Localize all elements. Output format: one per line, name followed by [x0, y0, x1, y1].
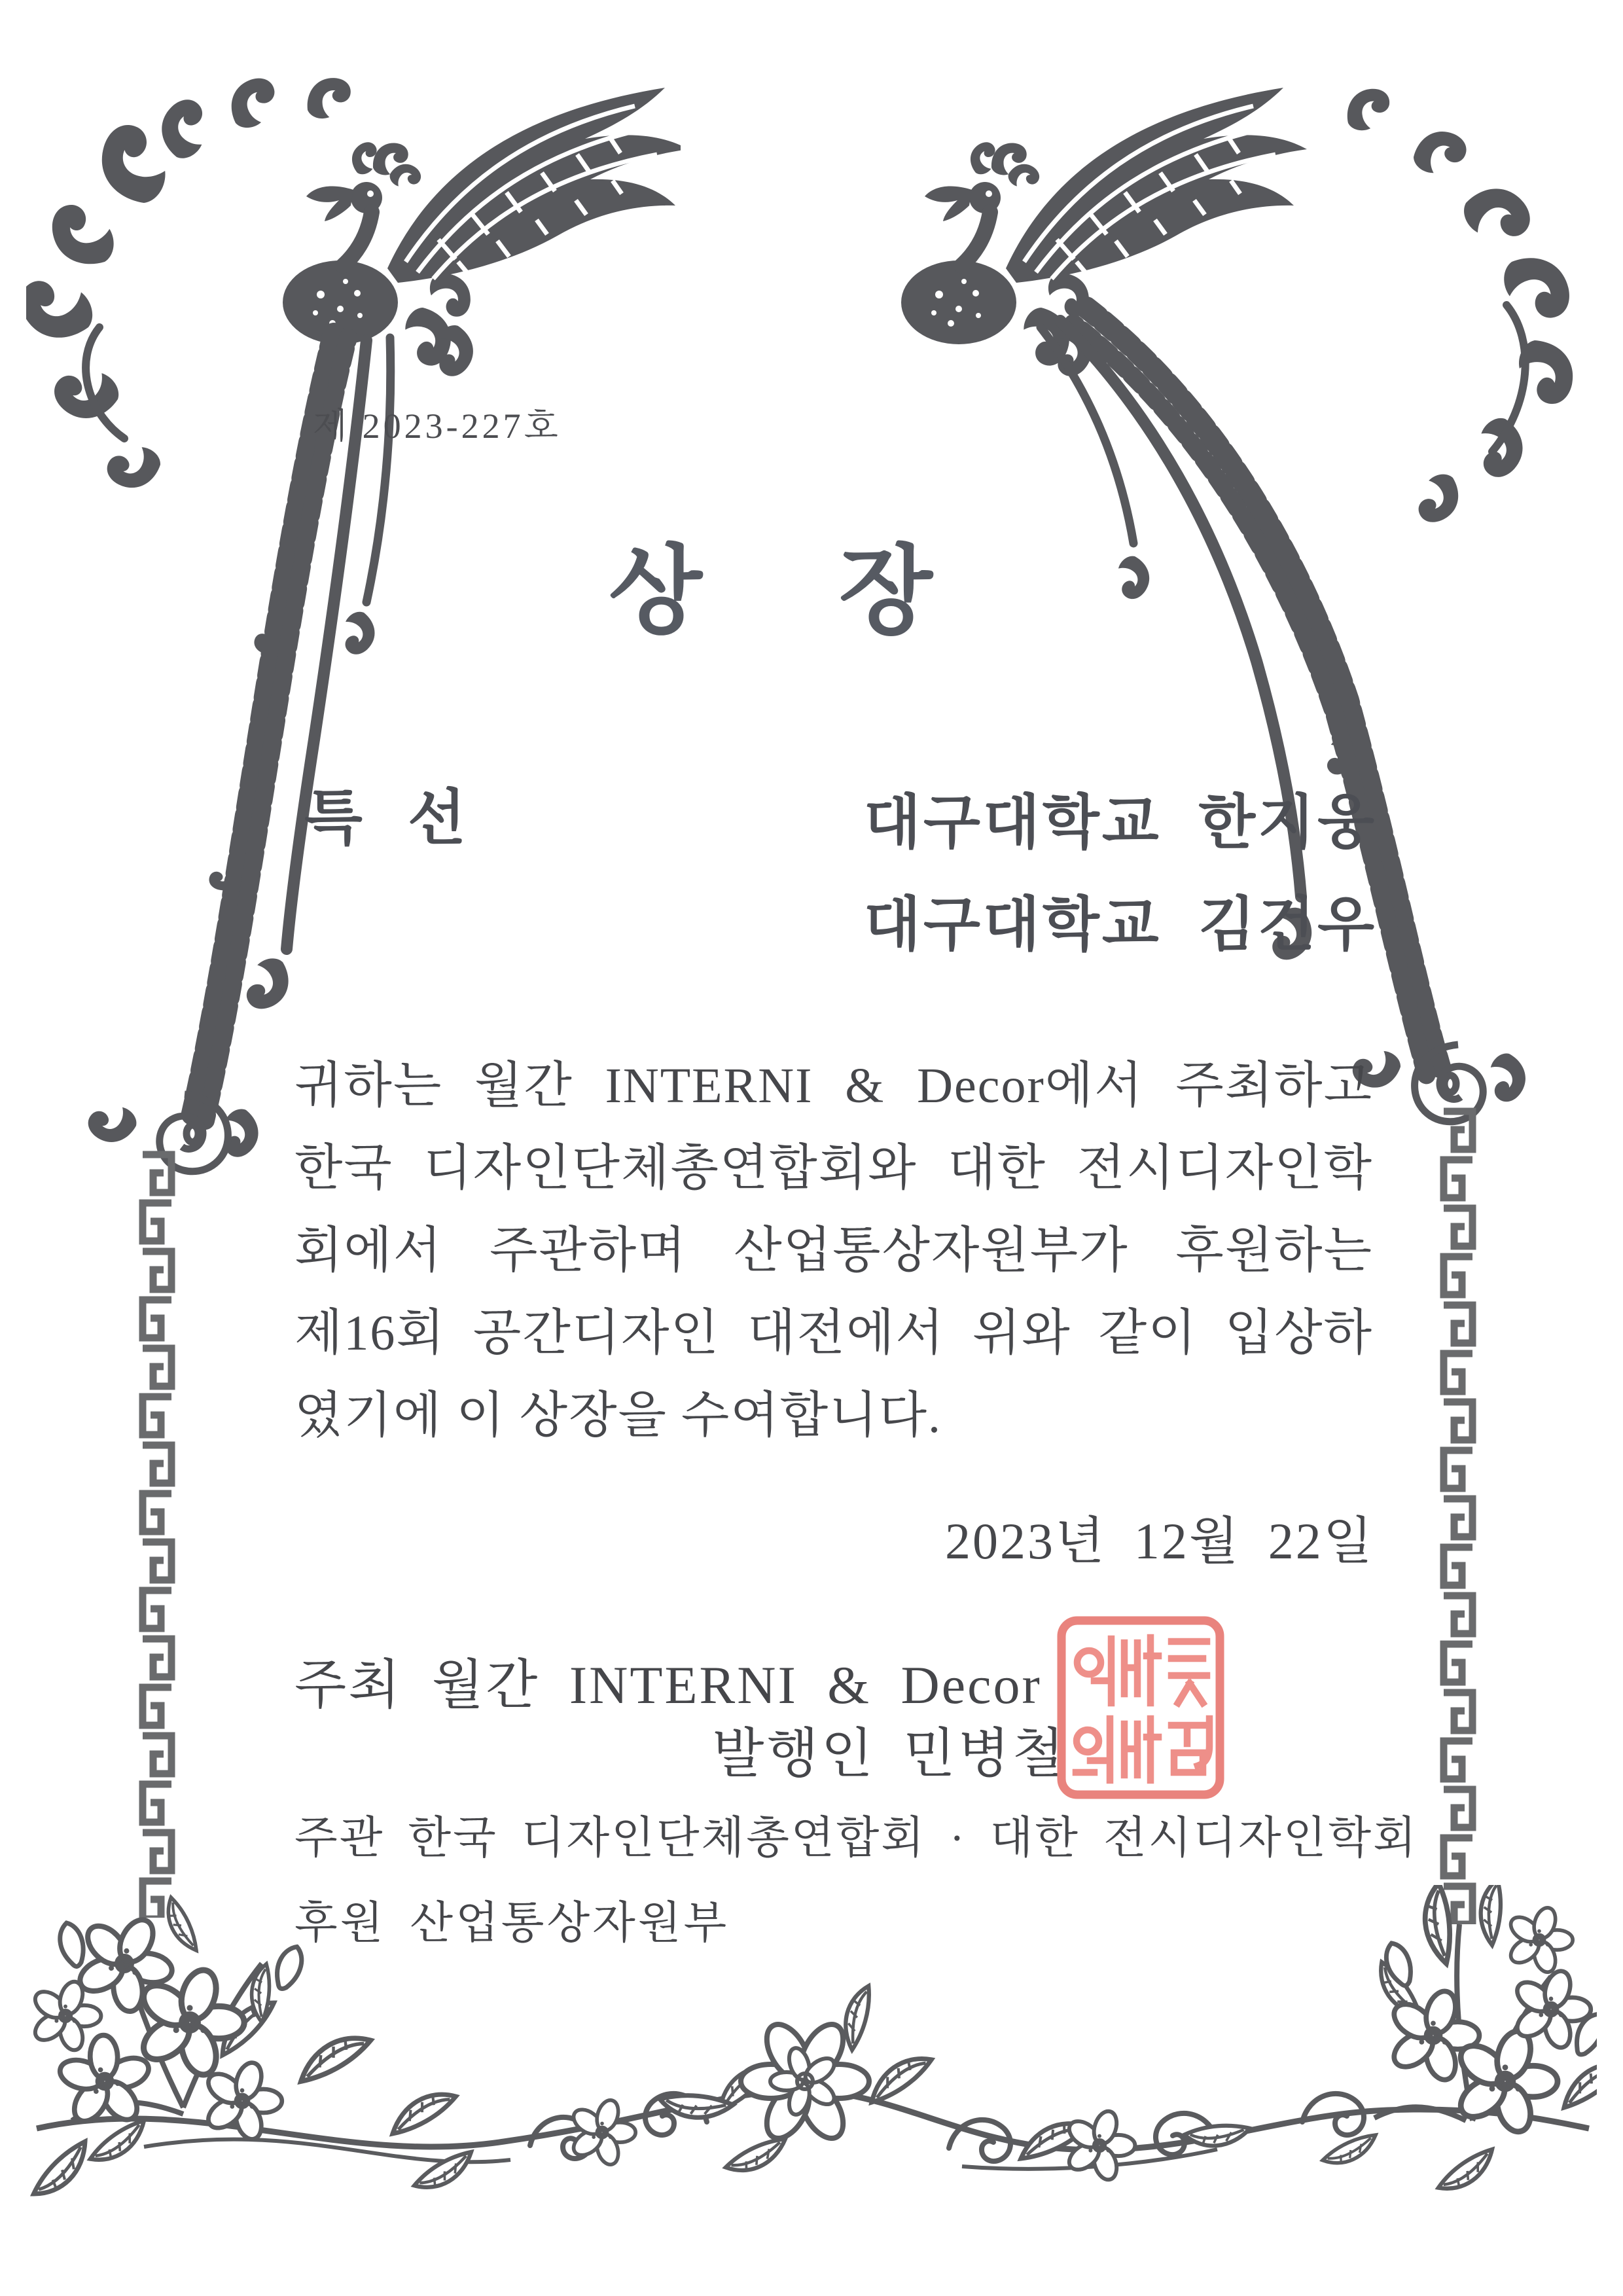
- publisher-line: 발행인 민병철: [712, 1724, 1067, 1784]
- certificate-number: 제 2023-227호: [313, 406, 562, 446]
- recipient-line: 대구대학교 김건우: [864, 893, 1378, 958]
- body-line: 제16회 공간디자인 대전에서 위와 같이 입상하: [294, 1306, 1373, 1361]
- meander-border-left: [135, 1151, 179, 1918]
- sponsor-line: 후원 산업통상자원부: [294, 1898, 730, 1948]
- recipient-names: [864, 772, 1377, 977]
- floral-border-bottom: [26, 1885, 1597, 2271]
- citation-body: [294, 1045, 1373, 1457]
- body-line: 한국 디자인단체총연합회와 대한 전시디자인학: [294, 1141, 1373, 1196]
- organizer-line: 주관 한국 디자인단체총연합회 · 대한 전시디자인학회: [294, 1813, 1418, 1863]
- recipient-line: 대구대학교 한지웅: [864, 791, 1378, 855]
- host-line: 주최 월간 INTERNI & Decor: [294, 1655, 1042, 1715]
- issue-date: 2023년 12월 22일: [945, 1513, 1375, 1570]
- body-line: 귀하는 월간 INTERNI & Decor에서 주최하고: [294, 1058, 1373, 1113]
- certificate-title: 상 장: [609, 539, 936, 646]
- award-rank: 특 선: [304, 785, 470, 852]
- body-line: 회에서 주관하며 산업통상자원부가 후원하는: [294, 1223, 1373, 1278]
- publisher-seal-stamp: [1055, 1615, 1226, 1802]
- body-line: 였기에 이 상장을 수여합니다.: [294, 1388, 942, 1443]
- meander-border-right: [1436, 1107, 1480, 1924]
